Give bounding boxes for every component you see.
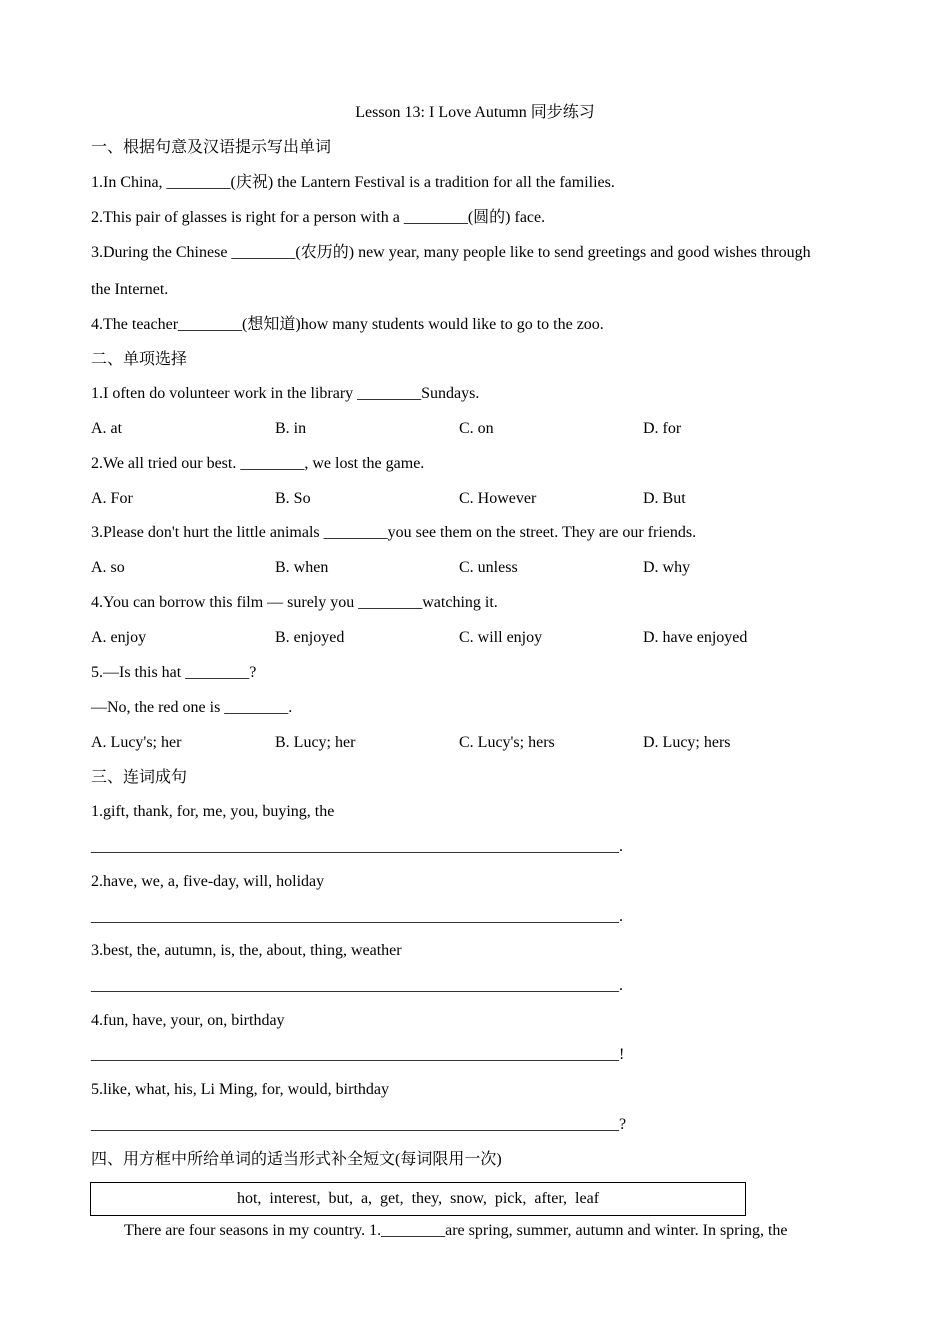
- q4-stem: 4.You can borrow this film — surely you ________watching it.: [91, 594, 498, 611]
- q3-option-c: C. unless: [459, 559, 518, 576]
- q2-stem: 2.We all tried our best. ________, we lost the game.: [91, 455, 425, 472]
- q1-option-c: C. on: [459, 420, 494, 437]
- q1-option-a: A. at: [91, 420, 123, 437]
- section2-heading: 二、单项选择: [91, 351, 188, 368]
- q2-option-a: A. For: [91, 490, 133, 507]
- q5-stem-reply: —No, the red one is ________.: [91, 699, 293, 716]
- s3-words-3: 3.best, the, autumn, is, the, about, thing, weather: [91, 942, 402, 959]
- s3-words-4: 4.fun, have, your, on, birthday: [91, 1012, 285, 1029]
- s3-answer-line-1: __________________________________________________________________.: [91, 838, 623, 855]
- q4-option-d: D. have enjoyed: [643, 629, 748, 646]
- q4-option-a: A. enjoy: [91, 629, 147, 646]
- s3-answer-line-3: __________________________________________________________________.: [91, 977, 623, 994]
- q1-option-d: D. for: [643, 420, 682, 437]
- word-box-text: hot, interest, but, a, get, they, snow, pick, after, leaf: [236, 1190, 600, 1207]
- q2-option-d: D. But: [643, 490, 686, 507]
- section4-heading: 四、用方框中所给单词的适当形式补全短文(每词限用一次): [91, 1151, 502, 1168]
- q3-option-a: A. so: [91, 559, 125, 576]
- section3-heading: 三、连词成句: [91, 769, 188, 786]
- s1-line-1: 1.In China, ________(庆祝) the Lantern Festival is a tradition for all the families.: [91, 174, 615, 191]
- section1-heading: 一、根据句意及汉语提示写出单词: [91, 139, 332, 156]
- s1-line-3-cont: the Internet.: [91, 281, 169, 298]
- q5-option-a: A. Lucy's; her: [91, 734, 182, 751]
- s3-words-1: 1.gift, thank, for, me, you, buying, the: [91, 803, 335, 820]
- s3-words-2: 2.have, we, a, five-day, will, holiday: [91, 873, 325, 890]
- q3-option-b: B. when: [275, 559, 329, 576]
- q2-option-b: B. So: [275, 490, 311, 507]
- s3-answer-line-2: __________________________________________________________________.: [91, 908, 623, 925]
- passage-first-line: There are four seasons in my country. 1.________are spring, summer, autumn and winter. In spring, the: [124, 1222, 788, 1239]
- page-title: Lesson 13: I Love Autumn 同步练习: [355, 104, 595, 121]
- s3-words-5: 5.like, what, his, Li Ming, for, would, birthday: [91, 1081, 389, 1098]
- q3-stem: 3.Please don't hurt the little animals ________you see them on the street. They are our friends.: [91, 524, 697, 541]
- q2-option-c: C. However: [459, 490, 537, 507]
- q5-stem: 5.—Is this hat ________?: [91, 664, 257, 681]
- s3-answer-line-5: __________________________________________________________________?: [91, 1116, 627, 1133]
- q4-option-b: B. enjoyed: [275, 629, 345, 646]
- q5-option-c: C. Lucy's; hers: [459, 734, 555, 751]
- q1-option-b: B. in: [275, 420, 307, 437]
- q4-option-c: C. will enjoy: [459, 629, 543, 646]
- word-box: [90, 1182, 746, 1216]
- q5-option-b: B. Lucy; her: [275, 734, 356, 751]
- s1-line-3: 3.During the Chinese ________(农历的) new year, many people like to send greetings and good wishes through: [91, 244, 811, 261]
- q3-option-d: D. why: [643, 559, 691, 576]
- s3-answer-line-4: __________________________________________________________________!: [91, 1046, 625, 1063]
- q5-option-d: D. Lucy; hers: [643, 734, 731, 751]
- q1-stem: 1.I often do volunteer work in the library ________Sundays.: [91, 385, 480, 402]
- s1-line-4: 4.The teacher________(想知道)how many students would like to go to the zoo.: [91, 316, 604, 333]
- s1-line-2: 2.This pair of glasses is right for a person with a ________(圆的) face.: [91, 209, 546, 226]
